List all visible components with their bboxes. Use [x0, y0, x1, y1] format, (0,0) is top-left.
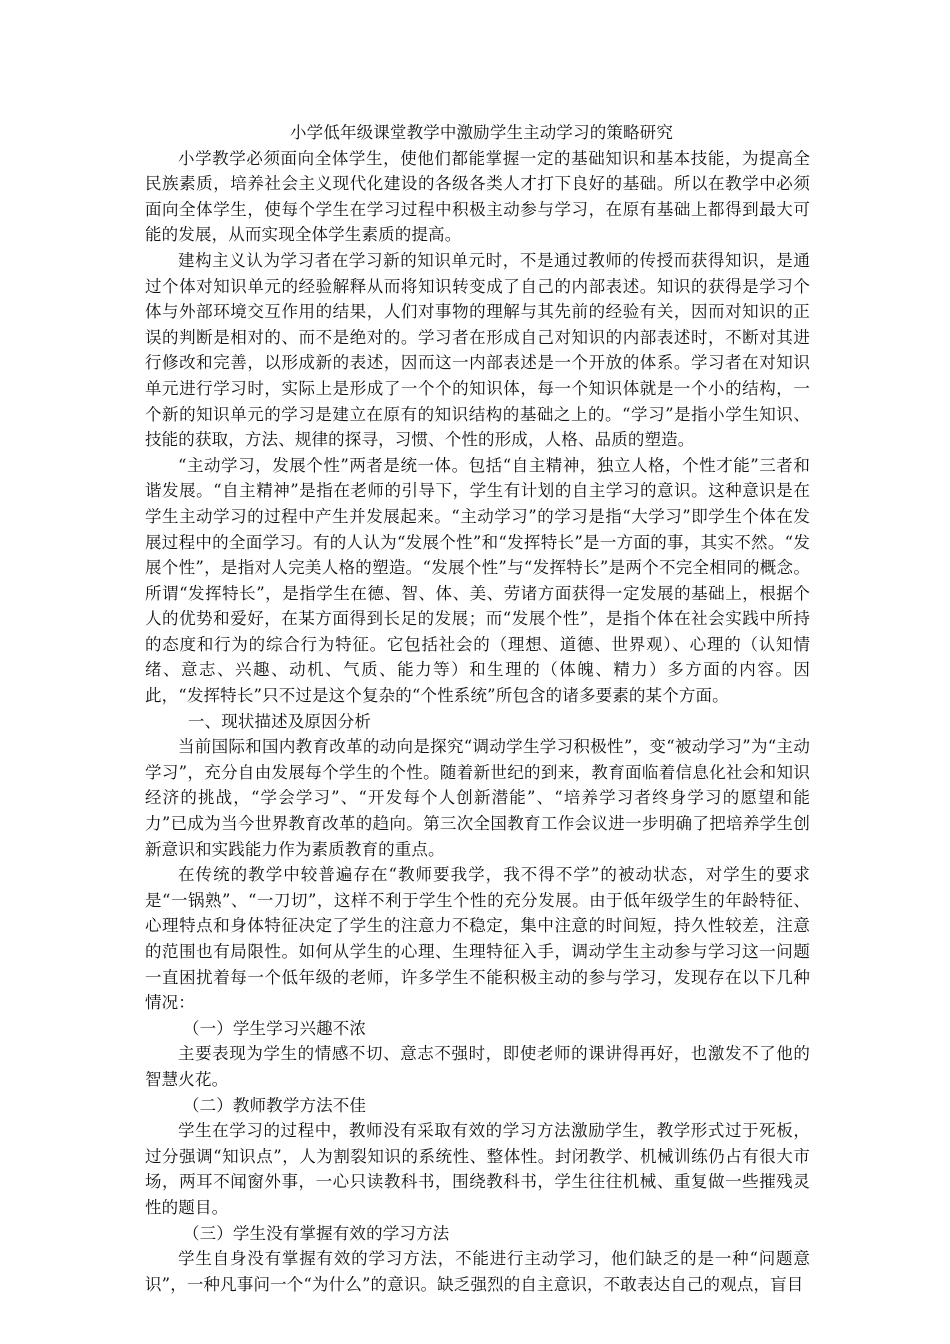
paragraph: 当前国际和国内教育改革的动向是探究“调动学生学习积极性”，变“被动学习”为“主动学习”，充分自由发展每个学生的个性。随着新世纪的到来，教育面临着信息化社会和知识经济的挑战，“学会学习”、“开发每个人创新潜能”、“培养学习者终身学习的愿望和能力”已成为当今世界教育改革的趋向。第三次全国教育工作会议进一步明确了把培养学生创新意识和实践能力作为素质教育的重点。	[145, 737, 810, 859]
paragraph: 学生在学习的过程中，教师没有采取有效的学习方法激励学生，教学形式过于死板，过分强调“知识点”，人为割裂知识的系统性、整体性。封闭教学、机械训练仍占有很大市场，两耳不闻窗外事，一心只读教科书，围绕教科书，学生往往机械、重复做一些摧残灵性的题目。	[145, 1121, 810, 1217]
subsection-heading: （一）学生学习兴趣不浓	[182, 1018, 367, 1038]
paragraph: 在传统的教学中较普遍存在“教师要我学，我不得不学”的被动状态，对学生的要求是“一锅熟”、“一刀切”，这样不利于学生个性的充分发展。由于低年级学生的年龄特征、心理特点和身体特征决定了学生的注意力不稳定，集中注意的时间短，持久性较差，注意的范围也有局限性。如何从学生的心理、生理特征入手，调动学生主动参与学习这一问题一直困扰着每一个低年级的老师，许多学生不能积极主动的参与学习，发现存在以下几种情况：	[145, 865, 810, 1013]
subsection-heading: （三）学生没有掌握有效的学习方法	[182, 1223, 450, 1243]
paragraph: 主要表现为学生的情感不切、意志不强时，即使老师的课讲得再好，也激发不了他的智慧火花。	[145, 1044, 810, 1089]
document-title: 小学低年级课堂教学中激励学生主动学习的策略研究	[290, 123, 673, 142]
document-body	[145, 120, 810, 1297]
subsection-heading: （二）教师教学方法不佳	[182, 1095, 367, 1115]
paragraph: 建构主义认为学习者在学习新的知识单元时，不是通过教师的传授而获得知识，是通过个体对知识单元的经验解释从而将知识转变成了自己的内部表述。知识的获得是学习个体与外部环境交互作用的结果，人们对事物的理解与其先前的经验有关，因而对知识的正误的判断是相对的、而不是绝对的。学习者在形成自己对知识的内部表述时，不断对其进行修改和完善，以形成新的表述，因而这一内部表述是一个开放的体系。学习者在对知识单元进行学习时，实际上是形成了一个个的知识体，每一个知识体就是一个小的结构，一个新的知识单元的学习是建立在原有的知识结构的基础之上的。“学习”是指小学生知识、技能的获取，方法、规律的探寻，习惯、个性的形成，人格、品质的塑造。	[145, 250, 810, 450]
paragraph: 小学教学必须面向全体学生，使他们都能掌握一定的基础知识和基本技能，为提高全民族素质，培养社会主义现代化建设的各级各类人才打下良好的基础。所以在教学中必须面向全体学生，使每个学生在学习过程中积极主动参与学习，在原有基础上都得到最大可能的发展，从而实现全体学生素质的提高。	[145, 148, 810, 245]
paragraph: “主动学习，发展个性”两者是统一体。包括“自主精神，独立人格，个性才能”三者和谐发展。“自主精神”是指在老师的引导下，学生有计划的自主学习的意识。这种意识是在学生主动学习的过程中产生并发展起来。“主动学习”的学习是指“大学习”即学生个体在发展过程中的全面学习。有的人认为“发展个性”和“发挥特长”是一方面的事，其实不然。“发展个性”，是指对人完美人格的塑造。“发展个性”与“发挥特长”是两个不完全相同的概念。所谓“发挥特长”，是指学生在德、智、体、美、劳诸方面获得一定发展的基础上，根据个人的优势和爱好，在某方面得到长足的发展；而“发展个性”，是指个体在社会实践中所持的态度和行为的综合行为特征。它包括社会的（理想、道德、世界观）、心理的（认知情绪、意志、兴趣、动机、气质、能力等）和生理的（体魄、精力）多方面的内容。因此，“发挥特长”只不过是这个复杂的“个性系统”所包含的诸多要素的某个方面。	[145, 455, 810, 706]
section-heading: 一、现状描述及原因分析	[187, 711, 372, 731]
paragraph: 学生自身没有掌握有效的学习方法，不能进行主动学习，他们缺乏的是一种“问题意识”，一种凡事问一个“为什么”的意识。缺乏强烈的自主意识，不敢表达自己的观点，盲目	[145, 1249, 810, 1294]
